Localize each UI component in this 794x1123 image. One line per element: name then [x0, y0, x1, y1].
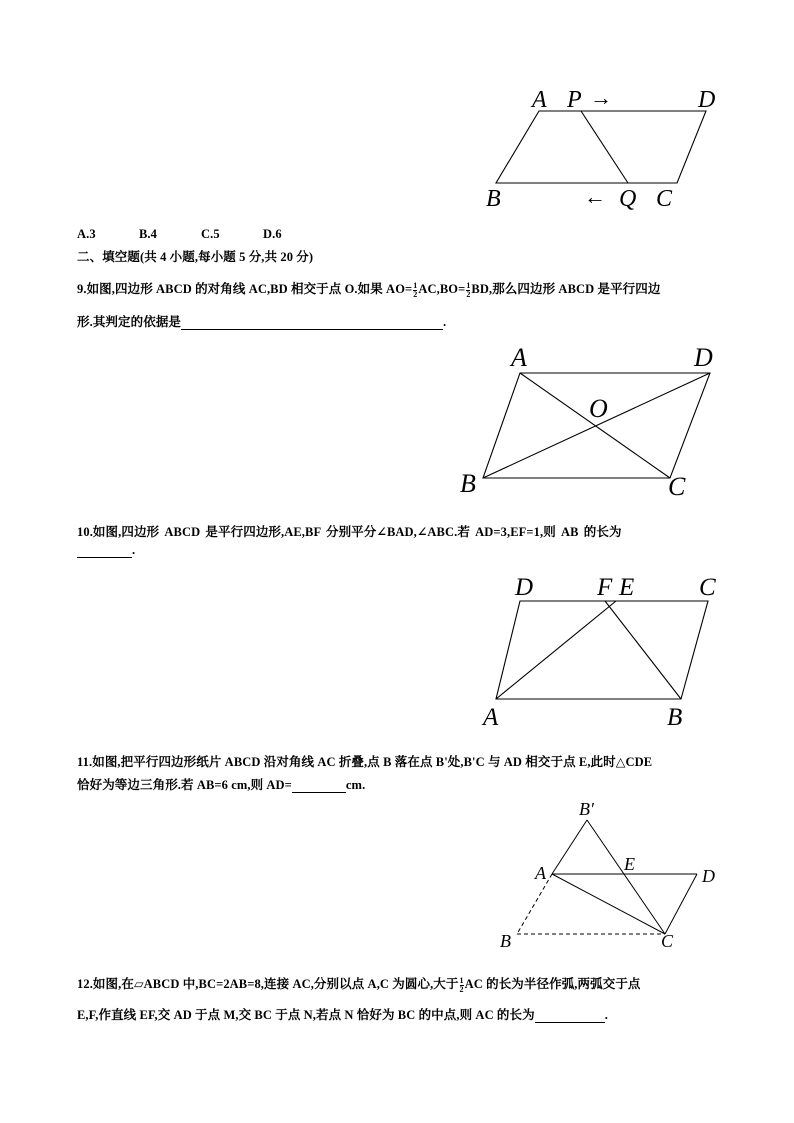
label-D: D — [698, 87, 716, 113]
label-C: C — [668, 472, 686, 501]
label-E: E — [624, 854, 635, 874]
q10-line1: 10.如图,四边形 ABCD 是平行四边形,AE,BF 分别平分∠BAD,∠ABC.若 AD=3,EF=1,则 AB 的长为 — [77, 525, 622, 539]
option-a: A.3 — [77, 227, 96, 241]
label-A: A — [535, 863, 546, 883]
section-heading: 二、填空题(共 4 小题,每小题 5 分,共 20 分) — [77, 250, 314, 264]
option-b: B.4 — [139, 227, 158, 241]
label-F: F — [597, 574, 613, 601]
q11-line1: 11.如图,把平行四边形纸片 ABCD 沿对角线 AC 折叠,点 B 落在点 B'处,B'C 与 AD 相交于点 E,此时△CDE — [77, 755, 653, 769]
q11-answer-blank[interactable] — [292, 780, 346, 793]
q12-answer-blank[interactable] — [535, 1010, 605, 1023]
q11-line2: 恰好为等边三角形.若 AB=6 cm,则 AD= cm. — [77, 778, 366, 792]
figure-moving-points — [480, 80, 730, 215]
figure-q9 — [455, 338, 740, 503]
label-D: D — [515, 574, 534, 601]
option-d: D.6 — [263, 227, 282, 241]
option-c: C.5 — [201, 227, 220, 241]
label-C: C — [661, 931, 674, 951]
label-E: E — [619, 574, 635, 601]
figure-q11 — [495, 795, 730, 955]
label-C: C — [656, 186, 673, 212]
answer-options — [77, 227, 282, 242]
label-B: B — [667, 704, 683, 731]
figure-q10 — [478, 568, 738, 733]
q12-line2: E,F,作直线 EF,交 AD 于点 M,交 BC 于点 N,若点 N 恰好为 BC 的中点,则 AC 的长为 . — [77, 1008, 608, 1022]
q10-line2: . — [77, 543, 135, 558]
label-A: A — [532, 87, 547, 113]
label-C: C — [699, 574, 716, 601]
q9-answer-blank[interactable] — [181, 317, 443, 330]
q9-line1: 9.如图,四边形 ABCD 的对角线 AC,BD 相交于点 O.如果 AO= $\frac{1}{2}$ AC,BO= $\frac{1}{2}$ BD,那么四边形 ABCD 是平行四边 — [77, 280, 661, 299]
label-D: D — [694, 343, 713, 372]
q9-line2: 形.其判定的依据是 . — [77, 315, 447, 329]
label-A: A — [511, 343, 527, 372]
label-B: B — [500, 931, 511, 951]
q10-answer-blank[interactable] — [77, 545, 132, 558]
label-O: O — [589, 394, 608, 423]
arrow-right-icon: → — [590, 85, 612, 110]
label-B: B — [460, 469, 476, 498]
label-A: A — [483, 704, 499, 731]
label-B-prime: B′ — [579, 799, 594, 819]
label-Q: Q — [619, 186, 637, 212]
arrow-left-icon: ← — [584, 184, 606, 209]
q12-line1: 12.如图,在▱ABCD 中,BC=2AB=8,连接 AC,分别以点 A,C 为圆心,大于 $\frac{1}{2}$ AC 的长为半径作弧,两弧交于点 — [77, 975, 641, 994]
label-D: D — [702, 866, 715, 886]
label-B: B — [486, 186, 501, 212]
label-P: P — [567, 87, 582, 113]
